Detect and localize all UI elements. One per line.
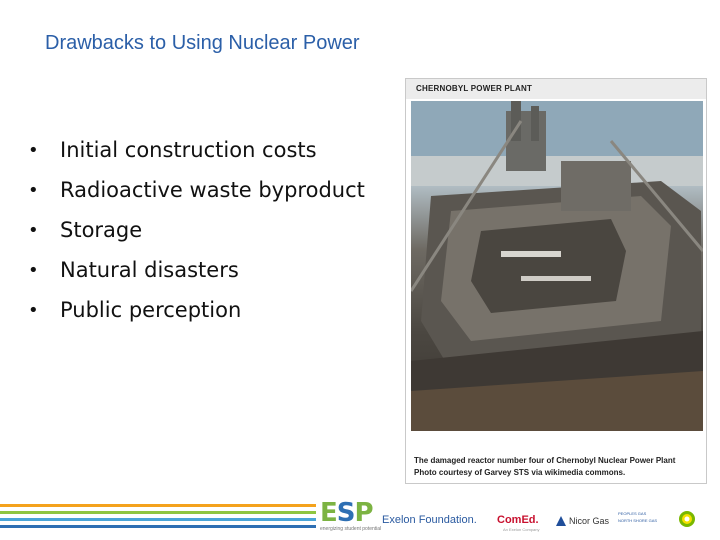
esp-tagline: energizing student potential: [320, 526, 382, 532]
bullet-list: [28, 130, 365, 330]
footer-stripe: [0, 518, 316, 521]
peoples-gas-label: PEOPLES GAS: [618, 511, 647, 516]
footer-stripes: [0, 504, 320, 534]
esp-logo-text: ESP: [320, 498, 373, 528]
bullet-dot: •: [28, 179, 39, 201]
bullet-item: [28, 130, 365, 170]
footer-stripe: [0, 504, 316, 507]
exelon-foundation-logo: Exelon Foundation.: [382, 514, 477, 526]
caption-line-2: Photo courtesy of Garvey STS via wikimedia commons.: [414, 468, 626, 477]
footer-stripe: [0, 525, 316, 528]
bullet-dot: •: [28, 259, 39, 281]
nicor-gas-label: Nicor Gas: [569, 516, 610, 526]
bullet-text: Public perception: [60, 298, 242, 322]
bullet-dot: •: [28, 139, 39, 161]
comed-logo: ComEd.: [497, 514, 539, 526]
photo-header: CHERNOBYL POWER PLANT: [406, 79, 706, 99]
caption-line-1: The damaged reactor number four of Chernobyl Nuclear Power Plant: [414, 456, 676, 465]
bullet-item: [28, 290, 365, 330]
bullet-dot: •: [28, 219, 39, 241]
comed-subtitle: An Exelon Company: [503, 527, 540, 532]
chernobyl-photo-card: [405, 78, 707, 484]
reactor-illustration: [411, 101, 703, 431]
north-shore-gas-label: NORTH SHORE GAS: [618, 518, 658, 523]
slide-title: Drawbacks to Using Nuclear Power: [45, 32, 360, 54]
bp-logo-icon: [678, 510, 696, 528]
esp-logo: [320, 498, 382, 536]
reactor-photo: [411, 101, 703, 431]
bullet-text: Initial construction costs: [60, 138, 317, 162]
bullet-text: Natural disasters: [60, 258, 239, 282]
nicor-flame-icon: [556, 516, 566, 526]
bullet-text: Radioactive waste byproduct: [60, 178, 365, 202]
photo-caption: [414, 455, 704, 479]
bullet-item: [28, 250, 365, 290]
nicor-gas-logo: [556, 516, 609, 526]
bullet-item: [28, 170, 365, 210]
peoples-gas-logos: [618, 510, 666, 524]
bullet-item: [28, 210, 365, 250]
bullet-dot: •: [28, 299, 39, 321]
bullet-text: Storage: [60, 218, 143, 242]
footer-stripe: [0, 511, 316, 514]
